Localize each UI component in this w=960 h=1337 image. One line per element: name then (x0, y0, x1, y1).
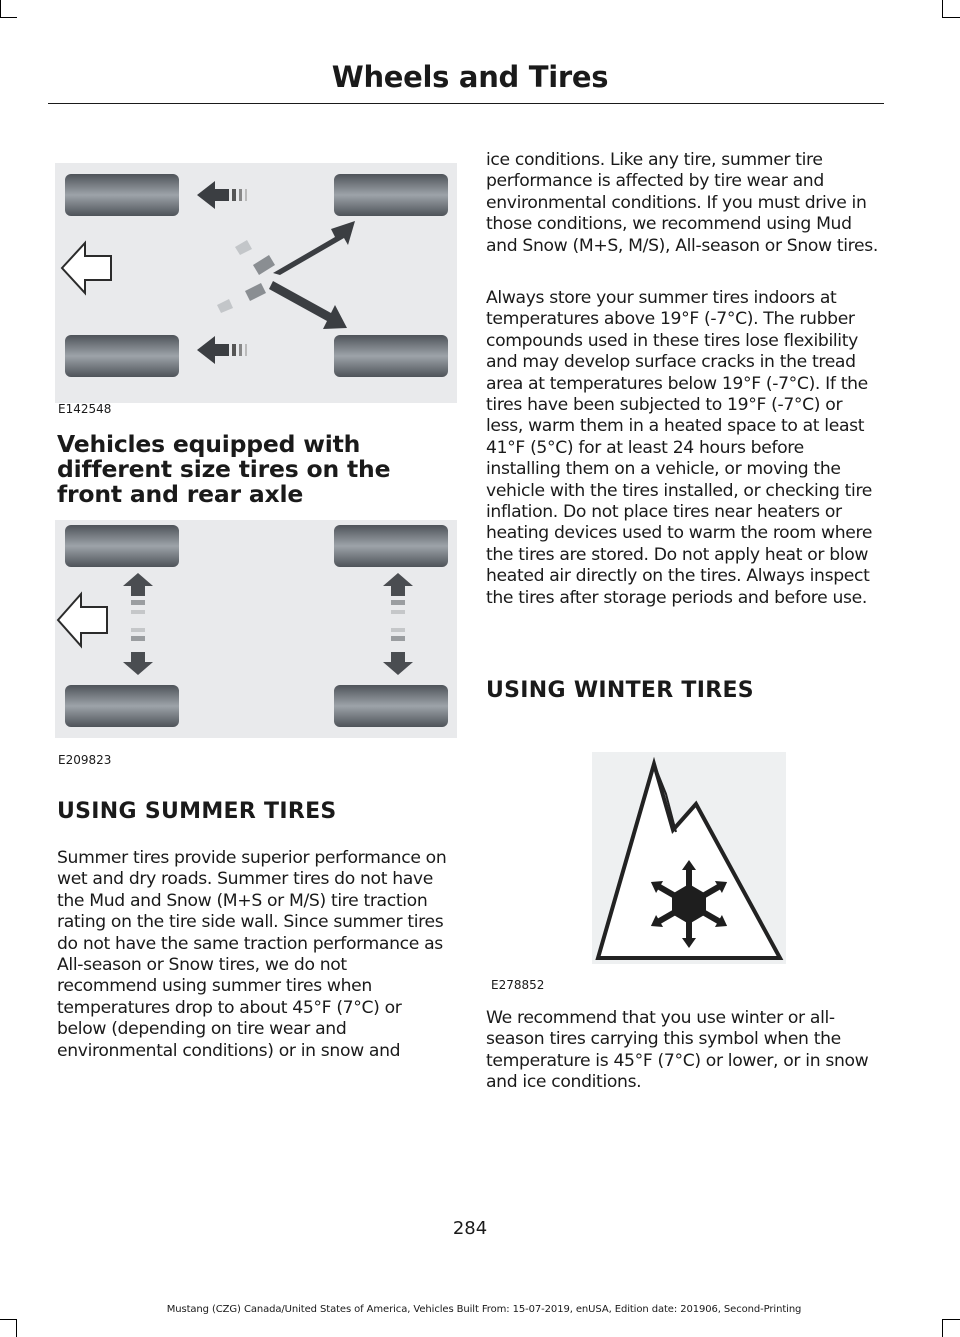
tire-rear-left (65, 685, 179, 727)
page-footer: Mustang (CZG) Canada/United States of America, Vehicles Built From: 15-07-2019, enUSA, Edition date: 201906, Second-Printing (166, 1304, 802, 1315)
section-subheading: Vehicles equipped with different size tires on the front and rear axle (57, 430, 391, 508)
tire-front-left (65, 525, 179, 567)
crop-mark (942, 1320, 943, 1337)
page-header-title: Wheels and Tires (331, 60, 609, 94)
front-rear-swap-illustration (55, 520, 457, 738)
paragraph-column-1: Summer tires provide superior performance on wet and dry roads. Summer tires do not have the Mud and Snow (M+S or M/S) tire traction rating on the tire side wall. Since summer tires do not have the same traction performance as All-season or Snow tires, we do not recommend using summer tires when temperatures drop to about 45°F (7°C) or below (depending on tire wear and environmental conditions) or in snow and (57, 848, 447, 1061)
figure-code: E278852 (491, 978, 545, 992)
figure-code: E209823 (58, 753, 112, 767)
page-number: 284 (452, 1218, 488, 1239)
crop-mark (942, 1319, 960, 1320)
tire-rear-right (334, 685, 448, 727)
paragraph-column-2: ice conditions. Like any tire, summer tire performance is affected by tire wear and environmental conditions. If you must drive in those conditions, we recommend using Mud and Snow (M+S, M/S), All-season or Snow tires. (486, 150, 878, 256)
tire-front-right (334, 174, 448, 216)
front-rear-swap-diagram (55, 520, 457, 767)
crop-mark (942, 0, 943, 17)
tire-rotation-diagram (55, 163, 457, 416)
tire-front-right (334, 525, 448, 567)
crop-mark (16, 1320, 17, 1337)
tire-rear-right (334, 335, 448, 377)
figure-code: E142548 (58, 402, 112, 416)
crop-mark (0, 17, 17, 18)
tire-rotation-illustration (55, 163, 457, 403)
tire-rear-left (65, 335, 179, 377)
crop-mark (942, 17, 960, 18)
summer-tires-heading: USING SUMMER TIRES (57, 799, 337, 824)
tire-front-left (65, 174, 179, 216)
summer-tires-paragraph-2: Always store your summer tires indoors at temperatures above 19°F (-7°C). The rubber compounds used in these tires lose flexibility and may develop surface cracks in the tread area at temperatures below 19°F (-7°C). If the tires have been subjected to 19°F (-7°C) or less, warm them in a heated space to at least 41°F (5°C) for at least 24 hours before installing them on a vehicle, or moving the vehicle with the tires installed, or checking tire inflation. Do not place tires near heaters or heating devices used to warm the room where the tires are stored. Do not apply heat or blow heated air directly on the tires. Always inspect the tires after storage periods and before use. (486, 288, 873, 608)
mountain-snowflake-icon (486, 738, 882, 978)
winter-tires-paragraph: We recommend that you use winter or all-season tires carrying this symbol when the temperature is 45°F (7°C) or lower, or in snow and ice conditions. (486, 1008, 869, 1093)
crop-mark (0, 1319, 17, 1320)
three-peak-mountain-snowflake-symbol (486, 738, 882, 993)
crop-mark (0, 0, 1, 17)
winter-tires-heading: USING WINTER TIRES (486, 678, 754, 703)
header-divider (48, 103, 884, 104)
